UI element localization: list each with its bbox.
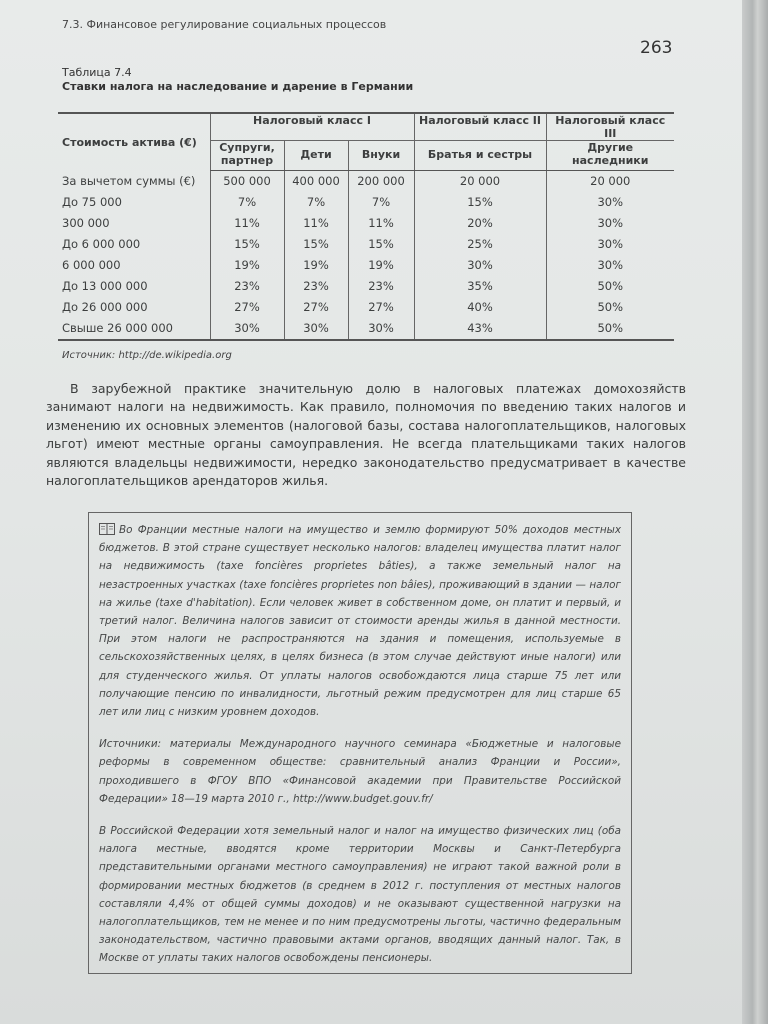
cell-other: 20 000 — [546, 171, 674, 193]
header-tax-class-2: Налоговый класс II — [414, 113, 546, 141]
book-icon — [99, 523, 115, 535]
running-head: 7.3. Финансовое регулирование социальных процессов — [62, 18, 387, 31]
cell-grandchildren: 11% — [348, 213, 414, 234]
cell-siblings: 20 000 — [414, 171, 546, 193]
cell-spouse: 19% — [210, 255, 284, 276]
header-asset-value: Стоимость актива (€) — [58, 113, 210, 171]
cell-other: 30% — [546, 234, 674, 255]
page-number: 263 — [640, 38, 673, 58]
cell-children: 400 000 — [284, 171, 348, 193]
tax-rates-table — [58, 112, 674, 341]
cell-children: 27% — [284, 297, 348, 318]
cell-children: 19% — [284, 255, 348, 276]
table-title: Ставки налога на наследование и дарение в Германии — [62, 80, 414, 93]
box-paragraph-russia: В Российской Федерации хотя земельный налог и налог на имущество физических лиц (оба налога местные, вводятся кроме территории Москвы и Санкт-Петербурга представительными органами местного самоуправления) не играют такой важной роли в формировании местных бюджетов (в среднем в 2012 г. поступления от местных налогов составляли 4,4% от общей суммы доходов) и не оказывают существенной нагрузки на налогоплательщиков, тем не менее и по ним предусмотрены льготы, частично федеральным законодательством, частично правовыми актами органов, вводящих данный налог. Так, в Москве от уплаты таких налогов освобождены пенсионеры. — [99, 825, 621, 965]
box-paragraph-france — [99, 521, 621, 721]
cell-spouse: 7% — [210, 192, 284, 213]
table-row — [58, 192, 674, 213]
table-number: Таблица 7.4 — [62, 66, 132, 79]
cell-other: 30% — [546, 192, 674, 213]
table-row — [58, 234, 674, 255]
cell-children: 30% — [284, 318, 348, 340]
cell-spouse: 30% — [210, 318, 284, 340]
cell-grandchildren: 23% — [348, 276, 414, 297]
table-row — [58, 276, 674, 297]
table-row — [58, 318, 674, 340]
cell-siblings: 20% — [414, 213, 546, 234]
cell-asset: 300 000 — [62, 216, 110, 230]
header-siblings: Братья и сестры — [414, 141, 546, 171]
table-row — [58, 171, 674, 193]
cell-grandchildren: 200 000 — [348, 171, 414, 193]
cell-siblings: 25% — [414, 234, 546, 255]
cell-siblings: 35% — [414, 276, 546, 297]
cell-siblings: 40% — [414, 297, 546, 318]
header-grandchildren: Внуки — [348, 141, 414, 171]
cell-grandchildren: 30% — [348, 318, 414, 340]
header-children: Дети — [284, 141, 348, 171]
cell-grandchildren: 19% — [348, 255, 414, 276]
cell-other: 50% — [546, 297, 674, 318]
cell-spouse: 15% — [210, 234, 284, 255]
header-tax-class-1: Налоговый класс I — [210, 113, 414, 141]
cell-children: 7% — [284, 192, 348, 213]
cell-grandchildren: 7% — [348, 192, 414, 213]
cell-spouse: 27% — [210, 297, 284, 318]
cell-asset: 6 000 000 — [62, 258, 121, 272]
header-other-heirs: Другие наследники — [546, 141, 674, 171]
box-text-france: Во Франции местные налоги на имущество и землю формируют 50% доходов местных бюджетов. В этой стране существует несколько налогов: владелец имущества платит налог на недвижимость (taxe foncières proprietes bâties), а также земельный налог на незастроенных участках (taxe foncières proprietes non bâies), проживающий в здании — налог на жилье (taxe d'habitation). Если человек живет в собственном доме, он платит и первый, и третий налог. Величина налогов зависит от стоимости аренды жилья в данной местности. При этом налоги не распространяются на здания и помещения, используемые в сельскохозяйственных целях, в целях бизнеса (в этом случае действуют иные налоги) или для студенческого жилья. От уплаты налогов освобождаются лица старше 75 лет или получающие пенсию по инвалидности, льготный режим предусмотрен для лиц старше 65 лет или лиц с низким уровнем доходов. — [99, 524, 621, 719]
table-source: Источник: http://de.wikipedia.org — [62, 350, 232, 361]
cell-grandchildren: 27% — [348, 297, 414, 318]
info-box — [88, 512, 632, 974]
cell-grandchildren: 15% — [348, 234, 414, 255]
header-tax-class-3: Налоговый класс III — [546, 113, 674, 141]
table-row — [58, 255, 674, 276]
cell-spouse: 23% — [210, 276, 284, 297]
cell-other: 50% — [546, 276, 674, 297]
cell-children: 15% — [284, 234, 348, 255]
cell-spouse: 11% — [210, 213, 284, 234]
cell-asset: До 6 000 000 — [62, 237, 141, 251]
cell-children: 23% — [284, 276, 348, 297]
cell-siblings: 15% — [414, 192, 546, 213]
table-caption — [62, 66, 413, 94]
cell-asset: До 75 000 — [62, 195, 122, 209]
page-edge — [742, 0, 768, 1024]
header-spouse: Супруги, партнер — [210, 141, 284, 171]
cell-asset: Свыше 26 000 000 — [58, 318, 210, 340]
cell-siblings: 43% — [414, 318, 546, 340]
cell-spouse: 500 000 — [210, 171, 284, 193]
cell-asset: За вычетом суммы (€) — [62, 173, 196, 188]
cell-other: 30% — [546, 213, 674, 234]
table-row — [58, 297, 674, 318]
cell-children: 11% — [284, 213, 348, 234]
cell-siblings: 30% — [414, 255, 546, 276]
cell-asset: До 26 000 000 — [62, 300, 148, 314]
body-paragraph: В зарубежной практике значительную долю в налоговых платежах домохозяйств занимают налоги на недвижимость. Как правило, полномочия по введению таких налогов и изменению их основных элементов (налоговой базы, состава налогоплательщиков, налоговых льгот) имеют местные органы самоуправления. Не всегда плательщиками таких налогов являются владельцы недвижимости, нередко законодательство предусматривает в качестве налогоплательщиков арендаторов жилья. — [46, 381, 686, 489]
box-sources: Источники: материалы Международного научного семинара «Бюджетные и налоговые реформы в современном обществе: сравнительный анализ Франции и России», проходившего в ФГОУ ВПО «Финансовой академии при Правительстве Российской Федерации» 18—19 марта 2010 г., http://www.budget.gouv.fr/ — [99, 738, 621, 805]
cell-other: 30% — [546, 255, 674, 276]
table-row — [58, 213, 674, 234]
cell-other: 50% — [546, 318, 674, 340]
cell-asset: До 13 000 000 — [62, 279, 148, 293]
